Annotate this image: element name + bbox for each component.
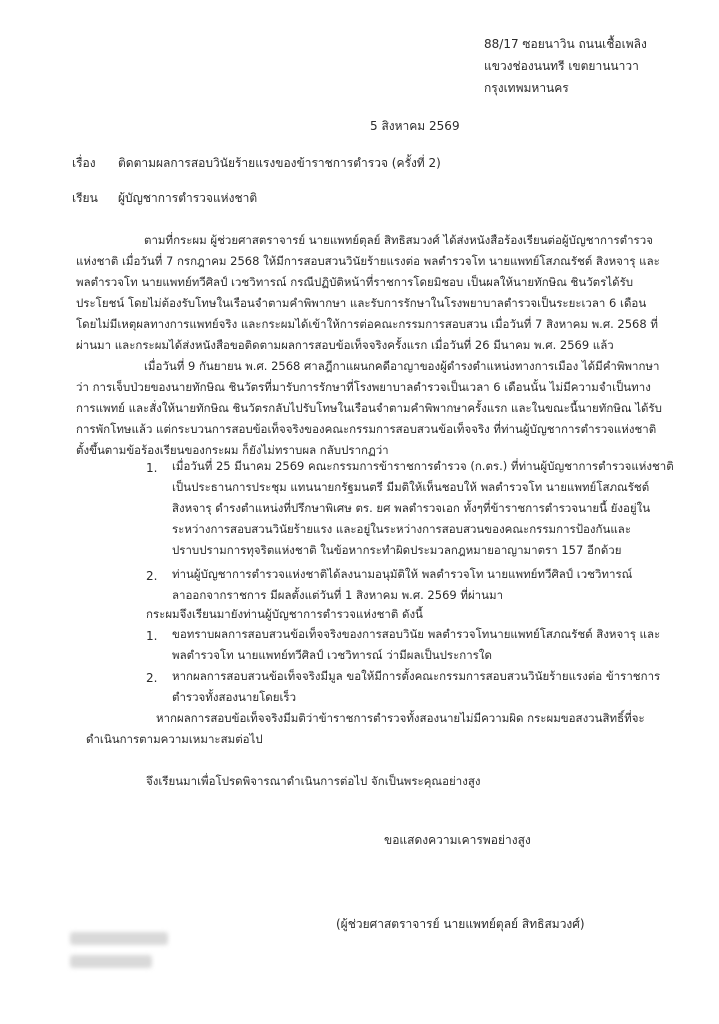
letter-date: 5 สิงหาคม 2569 [370, 119, 460, 133]
sender-address-line-2: แขวงช่องนนทรี เขตยานนาวา [484, 59, 639, 73]
finding-item-1 [172, 456, 674, 561]
paragraph-line: ผ่านมา และกระผมได้ส่งหนังสือขอติดตามผลการสอบข้อเท็จจริงครั้งแรก เมื่อวันที่ 26 มีนาคม พ.ศ. 2569 แล้ว [76, 338, 614, 352]
finding-line: ปราบปรามการทุจริตแห่งชาติ ในข้อหากระทำผิดประมวลกฎหมายอาญามาตรา 157 อีกด้วย [172, 543, 622, 557]
request-number: 1. [146, 629, 158, 643]
request-intro: กระผมจึงเรียนมายังท่านผู้บัญชาการตำรวจแห่งชาติ ดังนี้ [146, 607, 423, 621]
paragraph-line: ประโยชน์ โดยไม่ต้องรับโทษในเรือนจำตามคำพิพากษา และรับการรักษาในโรงพยาบาลตำรวจเป็นระยะเวลา 6 เดือน [76, 296, 647, 310]
paragraph-line: ตั้งขึ้นตามข้อร้องเรียนของกระผม ก็ยังไม่ทราบผล กลับปรากฏว่า [76, 443, 389, 457]
closing-request: จึงเรียนมาเพื่อโปรดพิจารณาดำเนินการต่อไป จักเป็นพระคุณอย่างสูง [146, 774, 481, 788]
finding-line: ระหว่างการสอบสวนวินัยร้ายแรง และอยู่ในระหว่างการสอบสวนของคณะกรรมการป้องกันและ [172, 522, 631, 536]
subject-text: ติดตามผลการสอบวินัยร้ายแรงของข้าราชการตำรวจ (ครั้งที่ 2) [118, 156, 441, 170]
paragraph-line: ว่า การเจ็บป่วยของนายทักษิณ ชินวัตรที่มารับการรักษาที่โรงพยาบาลตำรวจเป็นเวลา 6 เดือนนั้น ไม่มีความจำเป็นทาง [76, 380, 651, 394]
paragraph-line: โดยไม่มีเหตุผลทางการแพทย์จริง และกระผมได้เข้าให้การต่อคณะกรรมการสอบสวน เมื่อวันที่ 7 สิงหาคม พ.ศ. 2568 ที่ [76, 317, 658, 331]
paragraph-1 [76, 230, 660, 356]
finding-line: เป็นประธานการประชุม แทนนายกรัฐมนตรี มีมติให้เห็นชอบให้ พลตำรวจโท นายแพทย์โสภณรัชต์ [172, 480, 650, 494]
finding-line: สิงหจารุ ดำรงตำแหน่งที่ปรึกษาพิเศษ ตร. ยศ พลตำรวจเอก ทั้งๆที่ข้าราชการตำรวจนายนี้ ยังอยู่ใน [172, 501, 651, 515]
paragraph-line: ดำเนินการตามความเหมาะสมต่อไป [86, 732, 263, 746]
request-line: พลตำรวจโท นายแพทย์ทวีศิลป์ เวชวิทารณ์ ว่ามีผลเป็นประการใด [172, 648, 492, 662]
subject-label: เรื่อง [72, 156, 96, 170]
finding-number: 2. [146, 569, 158, 583]
recipient-label: เรียน [72, 191, 98, 205]
request-line: หากผลการสอบสวนข้อเท็จจริงมีมูล ขอให้มีการตั้งคณะกรรมการสอบสวนวินัยร้ายแรงต่อ ข้าราชการ [172, 669, 661, 683]
paragraph-line: การแพทย์ และสั่งให้นายทักษิณ ชินวัตรกลับไปรับโทษในเรือนจำตามคำพิพากษาครั้งแรก และในขณะนี้นายทักษิณ ได้รับ [76, 401, 662, 415]
paragraph-line: การพักโทษแล้ว แต่กระบวนการสอบข้อเท็จจริงของคณะกรรมการสอบสวนข้อเท็จจริง ที่ท่านผู้บัญชาการตำรวจแห่งชาติ [76, 422, 657, 436]
paragraph-line: แห่งชาติ เมื่อวันที่ 7 กรกฎาคม 2568 ให้มีการสอบสวนวินัยร้ายแรงต่อ พลตำรวจโท นายแพทย์โสภณรัชต์ สิงหจารุ และ [76, 254, 660, 268]
request-line: ตำรวจทั้งสองนายโดยเร็ว [172, 690, 297, 704]
signature-name: (ผู้ช่วยศาสตราจารย์ นายแพทย์ตุลย์ สิทธิสมวงศ์) [336, 917, 585, 931]
finding-line: ลาออกจากราชการ มีผลตั้งแต่วันที่ 1 สิงหาคม พ.ศ. 2569 ที่ผ่านมา [172, 588, 504, 602]
sender-address-line-1: 88/17 ซอยนาวิน ถนนเชื้อเพลิง [484, 37, 647, 51]
finding-number: 1. [146, 461, 158, 475]
recipient-text: ผู้บัญชาการตำรวจแห่งชาติ [118, 191, 258, 205]
sender-address-line-3: กรุงเทพมหานคร [484, 81, 569, 95]
paragraph-2 [76, 356, 662, 461]
request-line: ขอทราบผลการสอบสวนข้อเท็จจริงของการสอบวินัย พลตำรวจโทนายแพทย์โสภณรัชต์ สิงหจารุ และ [172, 627, 661, 641]
redacted-contact-line-2 [70, 955, 152, 968]
paragraph-3 [86, 708, 645, 750]
finding-line: ท่านผู้บัญชาการตำรวจแห่งชาติได้ลงนามอนุมัติให้ พลตำรวจโท นายแพทย์ทวีศิลป์ เวชวิทารณ์ [172, 567, 633, 581]
finding-item-2 [172, 564, 632, 606]
closing-salutation: ขอแสดงความเคารพอย่างสูง [384, 833, 531, 847]
finding-line: เมื่อวันที่ 25 มีนาคม 2569 คณะกรรมการข้าราชการตำรวจ (ก.ตร.) ที่ท่านผู้บัญชาการตำรวจแห่งชาติ [172, 459, 674, 473]
paragraph-line: พลตำรวจโท นายแพทย์ทวีศิลป์ เวชวิทารณ์ กรณีปฏิบัติหน้าที่ราชการโดยมิชอบ เป็นผลให้นายทักษิณ ชินวัตรได้รับ [76, 275, 634, 289]
paragraph-line: เมื่อวันที่ 9 กันยายน พ.ศ. 2568 ศาลฎีกาแผนกคดีอาญาของผู้ดำรงตำแหน่งทางการเมือง ได้มีคำพิพากษา [144, 359, 660, 373]
redacted-contact-line-1 [70, 932, 168, 945]
paragraph-line: หากผลการสอบข้อเท็จจริงมีมติว่าข้าราชการตำรวจทั้งสองนายไม่มีความผิด กระผมขอสงวนสิทธิ์ที่จะ [156, 711, 645, 725]
request-number: 2. [146, 671, 158, 685]
paragraph-line: ตามที่กระผม ผู้ช่วยศาสตราจารย์ นายแพทย์ตุลย์ สิทธิสมวงศ์ ได้ส่งหนังสือร้องเรียนต่อผู้บัญชาการตำรวจ [144, 233, 653, 247]
request-item-2 [172, 666, 660, 708]
request-item-1 [172, 624, 660, 666]
